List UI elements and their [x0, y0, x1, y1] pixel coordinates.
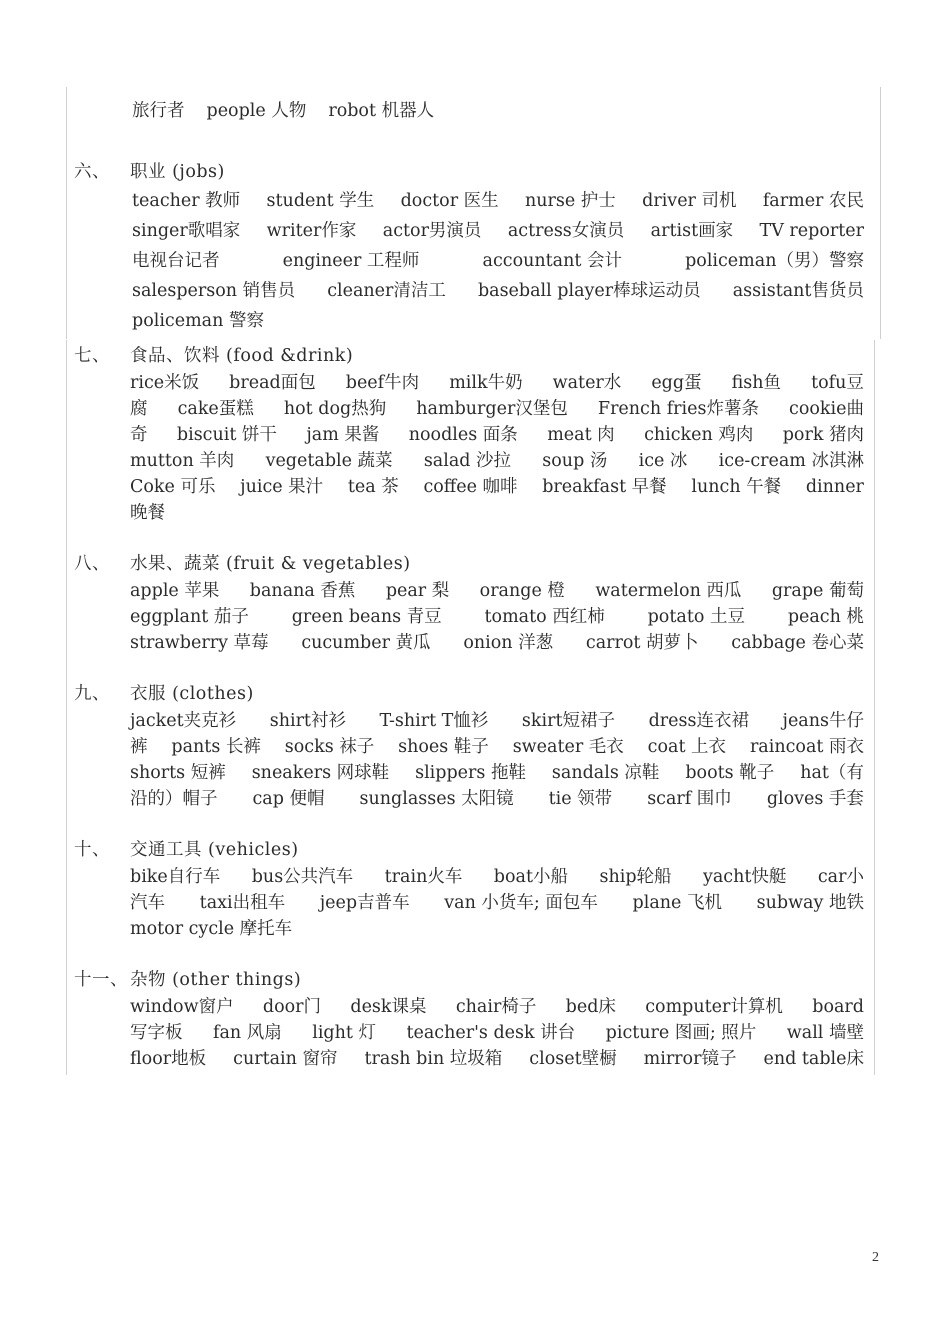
- section-title: 职业 (jobs): [130, 162, 225, 182]
- vocab-item: chicken 鸡肉: [644, 425, 754, 445]
- vocab-item: rice米饭: [130, 373, 200, 393]
- vocab-item: wall 墙壁: [786, 1023, 864, 1043]
- vocab-item: fish鱼: [731, 373, 782, 393]
- vocab-item: juice 果汁: [240, 477, 324, 497]
- vocab-item: ice-cream 冰淇淋: [718, 451, 864, 471]
- vocab-item: 汽车: [130, 893, 165, 913]
- vocab-item: slippers 拖鞋: [415, 763, 526, 783]
- section-heading: [74, 966, 864, 994]
- vocab-item: 奇: [130, 425, 148, 445]
- vocab-item: baseball player棒球运动员: [477, 281, 701, 301]
- vocab-item: biscuit 饼干: [176, 425, 277, 445]
- vocab-item: yacht快艇: [702, 867, 787, 887]
- vocab-item: bus公共汽车: [251, 867, 354, 887]
- vocab-item: shirt衬衫: [269, 711, 346, 731]
- vocab-item: boots 靴子: [685, 763, 775, 783]
- vocab-item: ship轮船: [599, 867, 672, 887]
- vocab-line: [130, 1020, 864, 1046]
- vocab-item: singer歌唱家: [132, 221, 241, 241]
- vocab-item: salesperson 销售员: [132, 281, 296, 301]
- vocab-item: Coke 可乐: [130, 477, 216, 497]
- vocab-item: taxi出租车: [199, 893, 286, 913]
- vocab-line: [132, 186, 864, 216]
- section-jobs: [74, 158, 864, 336]
- vocab-item: vegetable 蔬菜: [265, 451, 393, 471]
- vocab-item: cap 便帽: [252, 789, 325, 809]
- section-number: 八、: [74, 554, 110, 574]
- vocab-item: trash bin 垃圾箱: [364, 1049, 503, 1069]
- section-heading: [74, 836, 864, 864]
- vocab-item: plane 飞机: [632, 893, 722, 913]
- intro-line: [132, 96, 456, 126]
- section-title: 衣服 (clothes): [130, 684, 254, 704]
- vocab-item: dinner: [805, 477, 864, 497]
- vocab-item: sneakers 网球鞋: [251, 763, 390, 783]
- vocab-item: 腐: [130, 399, 148, 419]
- vocab-item: coffee 咖啡: [423, 477, 518, 497]
- vocab-item: scarf 围巾: [647, 789, 732, 809]
- vocab-item: French fries炸薯条: [597, 399, 759, 419]
- vocab-item: sunglasses 太阳镜: [359, 789, 514, 809]
- vocab-item: car小: [817, 867, 864, 887]
- section-number: 九、: [74, 684, 110, 704]
- section-clothes: [74, 680, 864, 812]
- vocab-line: [130, 734, 864, 760]
- section-number: 十一、: [74, 970, 128, 990]
- vocab-item: hamburger汉堡包: [416, 399, 568, 419]
- vocab-item: T-shirt T恤衫: [379, 711, 489, 731]
- vocab-line: [130, 630, 864, 656]
- vocab-item: teacher 教师: [132, 191, 241, 211]
- vocab-item: cucumber 黄瓜: [301, 633, 431, 653]
- vocab-item: jacket夹克衫: [130, 711, 237, 731]
- vocab-item: door门: [262, 997, 322, 1017]
- vocab-line: [130, 786, 864, 812]
- vocab-item: cookie曲: [789, 399, 864, 419]
- vocab-item: 旅行者: [132, 101, 185, 121]
- vocab-line: [132, 216, 864, 246]
- vocab-line: [130, 370, 864, 396]
- vocab-item: window窗户: [130, 997, 234, 1017]
- vocab-line: [130, 422, 864, 448]
- vocab-item: soup 汤: [542, 451, 608, 471]
- vocab-item: motor cycle 摩托车: [130, 919, 293, 939]
- vocab-line: [130, 448, 864, 474]
- vocab-line: [130, 994, 864, 1020]
- vocab-item: actor男演员: [382, 221, 482, 241]
- vocab-item: teacher's desk 讲台: [406, 1023, 576, 1043]
- vocab-item: closet壁橱: [529, 1049, 617, 1069]
- vocab-item: egg蛋: [651, 373, 702, 393]
- vocab-item: coat 上衣: [647, 737, 727, 757]
- vocab-item: breakfast 早餐: [542, 477, 667, 497]
- vocab-line: [130, 708, 864, 734]
- vocab-item: mutton 羊肉: [130, 451, 235, 471]
- vocab-item: nurse 护士: [524, 191, 616, 211]
- vocab-item: beef牛肉: [345, 373, 420, 393]
- vocab-item: board: [812, 997, 864, 1017]
- vocab-item: subway 地铁: [756, 893, 864, 913]
- vocab-item: picture 图画; 照片: [605, 1023, 757, 1043]
- vocab-item: meat 肉: [547, 425, 615, 445]
- vocab-line: [130, 578, 864, 604]
- section-title: 交通工具 (vehicles): [130, 840, 299, 860]
- vocab-item: tomato 西红柿: [484, 607, 605, 627]
- vocab-item: strawberry 草莓: [130, 633, 269, 653]
- section-number: 六、: [74, 162, 110, 182]
- section-number: 十、: [74, 840, 110, 860]
- vocab-item: water水: [552, 373, 622, 393]
- vocab-item: jeep吉普车: [319, 893, 410, 913]
- vocab-item: assistant售货员: [732, 281, 864, 301]
- vocab-item: writer作家: [266, 221, 357, 241]
- vocab-item: cabbage 卷心菜: [731, 633, 864, 653]
- vocab-item: chair椅子: [455, 997, 537, 1017]
- vocab-item: pear 梨: [385, 581, 450, 601]
- vocab-item: mirror镜子: [643, 1049, 737, 1069]
- vocab-item: noodles 面条: [408, 425, 518, 445]
- section-title: 食品、饮料 (food &drink): [130, 346, 354, 366]
- vocab-item: light 灯: [312, 1023, 376, 1043]
- intro-block: [74, 96, 456, 126]
- vocab-item: cake蛋糕: [177, 399, 254, 419]
- vocab-item: onion 洋葱: [463, 633, 554, 653]
- vocab-item: doctor 医生: [400, 191, 499, 211]
- vocab-item: policeman（男）警察: [685, 251, 864, 271]
- page-number: 2: [872, 1250, 879, 1265]
- vocab-item: accountant 会计: [482, 251, 622, 271]
- vocab-item: desk课桌: [350, 997, 427, 1017]
- vocab-line: [130, 864, 864, 890]
- section-heading: [74, 158, 864, 186]
- vocab-item: boat小船: [493, 867, 569, 887]
- vocab-item: farmer 农民: [762, 191, 864, 211]
- vocab-item: curtain 窗帘: [233, 1049, 338, 1069]
- vocab-item: end table床: [763, 1049, 864, 1069]
- vocab-item: pants 长裤: [171, 737, 261, 757]
- vocab-item: eggplant 茄子: [130, 607, 249, 627]
- section-title: 水果、蔬菜 (fruit & vegetables): [130, 554, 411, 574]
- vocab-item: cleaner清洁工: [327, 281, 446, 301]
- section-heading: [74, 550, 864, 578]
- vocab-line: [132, 276, 864, 306]
- vocab-item: grape 葡萄: [771, 581, 864, 601]
- vocab-line: [130, 604, 864, 630]
- section-title: 杂物 (other things): [130, 970, 302, 990]
- vocab-line: [132, 306, 864, 336]
- vocab-item: tie 领带: [548, 789, 613, 809]
- vocab-item: tea 茶: [347, 477, 399, 497]
- vocab-item: train火车: [384, 867, 463, 887]
- vocab-line: [130, 760, 864, 786]
- vocab-item: bed床: [565, 997, 616, 1017]
- vocab-item: potato 土豆: [647, 607, 745, 627]
- vocab-item: policeman 警察: [132, 311, 264, 331]
- section-fruit-vegetables: [74, 550, 864, 656]
- vocab-item: bread面包: [229, 373, 316, 393]
- vocab-item: ice 冰: [638, 451, 688, 471]
- vocab-item: jeans牛仔: [782, 711, 864, 731]
- section-heading: [74, 342, 864, 370]
- vocab-item: lunch 午餐: [691, 477, 782, 497]
- vocab-item: artist画家: [650, 221, 734, 241]
- vocab-item: student 学生: [266, 191, 375, 211]
- vocab-item: tofu豆: [811, 373, 864, 393]
- section-food-drink: [74, 342, 864, 526]
- vocab-item: van 小货车; 面包车: [444, 893, 598, 913]
- vocab-item: hat（有: [800, 763, 864, 783]
- vocab-line: [130, 396, 864, 422]
- vocab-item: robot 机器人: [328, 101, 435, 121]
- vocab-item: peach 桃: [787, 607, 864, 627]
- vocab-line: [130, 916, 864, 942]
- vocab-item: TV reporter: [759, 221, 864, 241]
- vocab-item: driver 司机: [642, 191, 737, 211]
- vocab-line: [132, 246, 864, 276]
- section-number: 七、: [74, 346, 110, 366]
- vocab-item: banana 香蕉: [249, 581, 356, 601]
- vocab-item: jam 果酱: [306, 425, 380, 445]
- vocab-item: socks 袜子: [284, 737, 375, 757]
- vocab-item: sandals 凉鞋: [551, 763, 660, 783]
- vocab-item: salad 沙拉: [423, 451, 512, 471]
- vocab-item: watermelon 西瓜: [595, 581, 742, 601]
- vocab-item: floor地板: [130, 1049, 207, 1069]
- vocab-line: [130, 890, 864, 916]
- vocab-item: milk牛奶: [449, 373, 523, 393]
- vocab-item: shorts 短裤: [130, 763, 226, 783]
- vocab-item: skirt短裙子: [521, 711, 615, 731]
- section-other-things: [74, 966, 864, 1072]
- vocab-item: pork 猪肉: [782, 425, 864, 445]
- section-vehicles: [74, 836, 864, 942]
- vocab-item: 写字板: [130, 1023, 183, 1043]
- vocab-item: 裤: [130, 737, 148, 757]
- vocab-item: raincoat 雨衣: [749, 737, 864, 757]
- vocab-item: 晚餐: [130, 503, 165, 523]
- vocab-item: fan 风扇: [212, 1023, 282, 1043]
- vocab-item: shoes 鞋子: [398, 737, 489, 757]
- vocab-item: hot dog热狗: [283, 399, 387, 419]
- vocab-line: [130, 500, 864, 526]
- section-heading: [74, 680, 864, 708]
- vocab-item: bike自行车: [130, 867, 221, 887]
- vocab-line: [130, 474, 864, 500]
- vocab-item: people 人物: [206, 101, 307, 121]
- vocab-item: apple 苹果: [130, 581, 220, 601]
- vocab-item: sweater 毛衣: [512, 737, 624, 757]
- vocab-item: computer计算机: [645, 997, 783, 1017]
- vocab-item: gloves 手套: [766, 789, 864, 809]
- vocab-item: green beans 青豆: [291, 607, 442, 627]
- vocab-item: dress连衣裙: [648, 711, 749, 731]
- vocab-item: engineer 工程师: [282, 251, 420, 271]
- vocab-item: 电视台记者: [132, 251, 220, 271]
- vocab-item: orange 橙: [479, 581, 565, 601]
- vocab-item: carrot 胡萝卜: [585, 633, 699, 653]
- vocab-item: 沿的）帽子: [130, 789, 218, 809]
- vocab-item: actress女演员: [507, 221, 625, 241]
- vocab-line: [130, 1046, 864, 1072]
